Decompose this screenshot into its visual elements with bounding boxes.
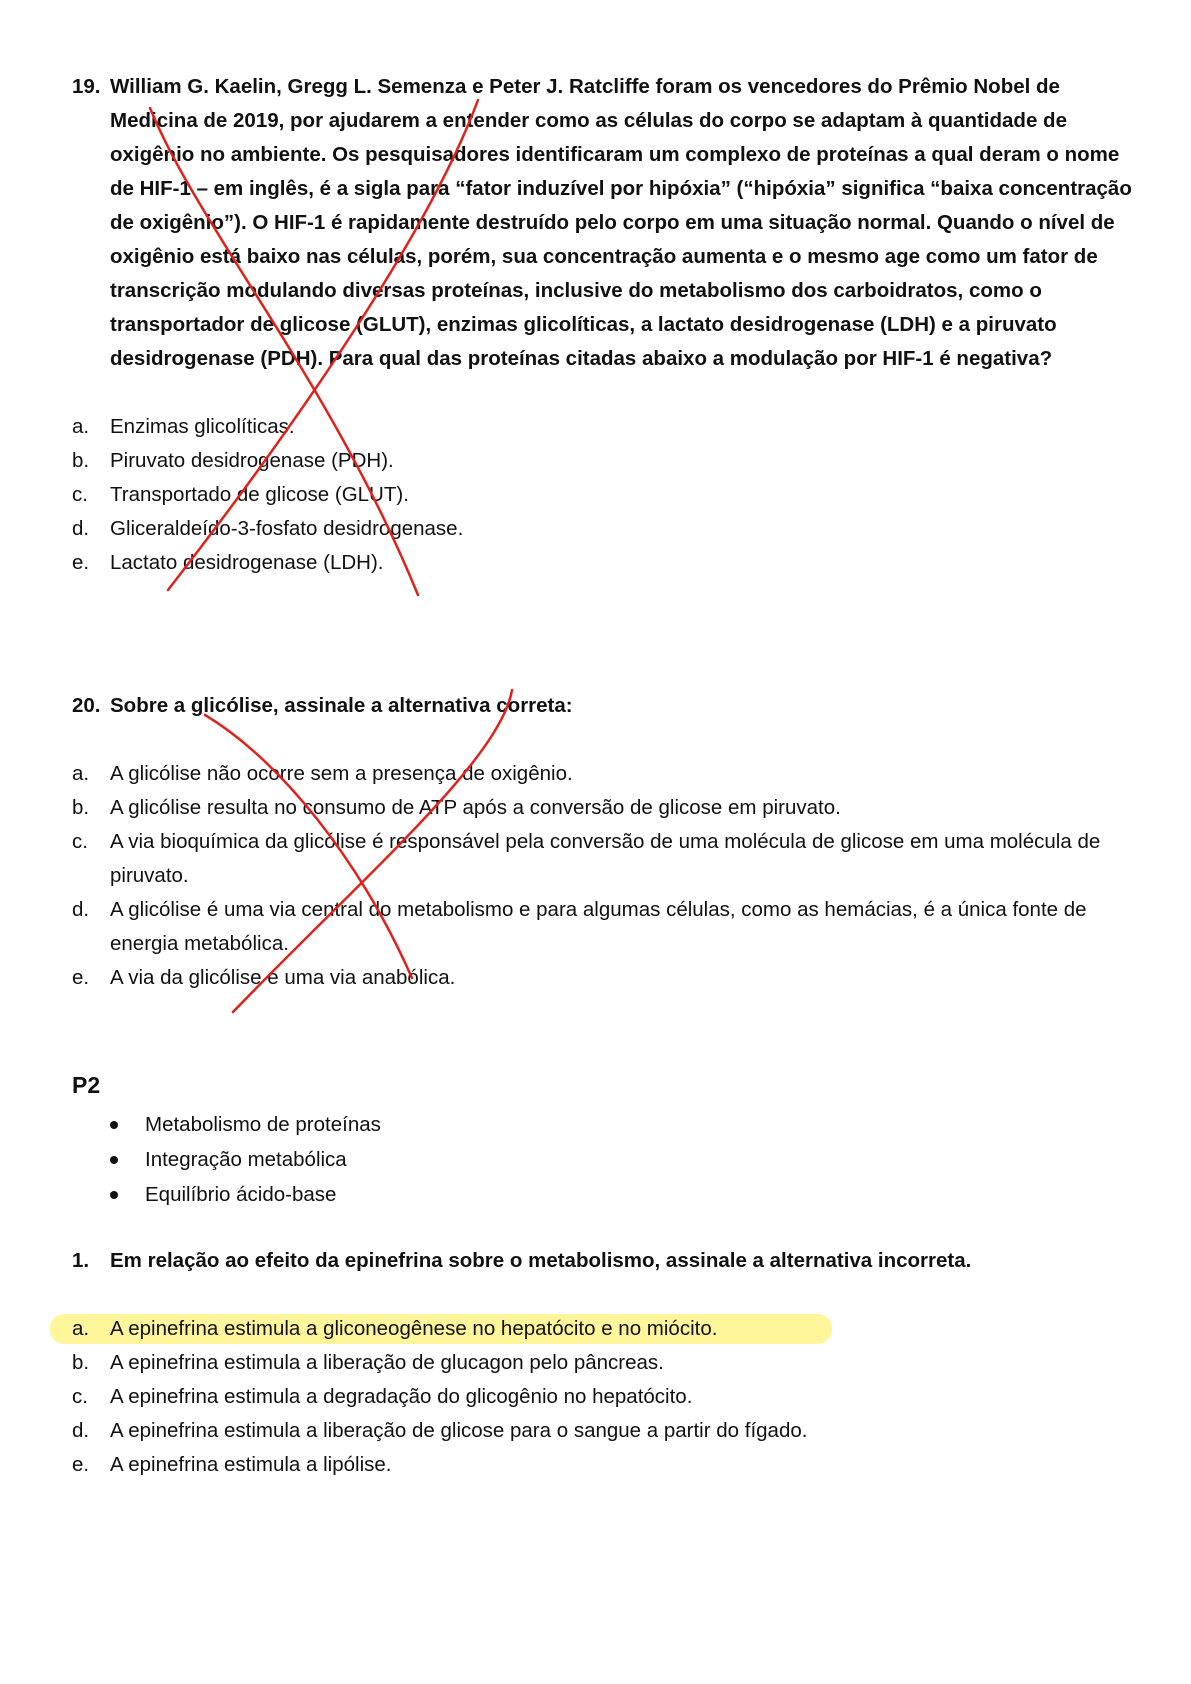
option-a [72, 757, 1132, 791]
option-letter: c. [72, 830, 88, 853]
option-text: A epinefrina estimula a degradação do glicogênio no hepatócito. [110, 1385, 693, 1408]
option-b [72, 791, 1132, 825]
option-letter: a. [72, 415, 90, 438]
option-letter: e. [72, 1453, 90, 1476]
option-e [72, 1448, 1132, 1482]
option-b [72, 1346, 1132, 1380]
option-letter: a. [72, 762, 90, 785]
option-text: A via bioquímica da glicólise é responsável pela conversão de uma molécula de glicose em uma molécula de piruvato. [110, 830, 1101, 887]
option-letter: d. [72, 517, 90, 540]
question-number: 1. [72, 1249, 90, 1272]
option-letter: c. [72, 483, 88, 506]
option-text: Piruvato desidrogenase (PDH). [110, 449, 394, 472]
option-letter: e. [72, 966, 90, 989]
option-letter: b. [72, 1351, 90, 1374]
topic-item: Integração metabólica [108, 1142, 381, 1177]
option-text: A glicólise é uma via central do metabolismo e para algumas células, como as hemácias, é a única fonte de energia metabólica. [110, 898, 1087, 955]
question-1-stem [72, 1244, 1132, 1278]
option-c [72, 478, 1132, 512]
question-text: Em relação ao efeito da epinefrina sobre o metabolismo, assinale a alternativa incorreta. [110, 1249, 972, 1272]
option-letter: b. [72, 449, 90, 472]
topics-list [108, 1107, 381, 1212]
option-b [72, 444, 1132, 478]
question-text: William G. Kaelin, Gregg L. Semenza e Peter J. Ratcliffe foram os vencedores do Prêmio Nobel de Medicina de 2019, por ajudarem a entender como as células do corpo se adaptam à quantidade de oxigênio no ambiente. Os pesquisadores identificaram um complexo de proteínas a qual deram o nome de HIF-1 – em inglês, é a sigla para “fator induzível por hipóxia” (“hipóxia” significa “baixa concentração de oxigênio”). O HIF-1 é rapidamente destruído pelo corpo em uma situação normal. Quando o nível de oxigênio está baixo nas células, porém, sua concentração aumenta e o mesmo age como um fator de transcrição modulando diversas proteínas, inclusive do metabolismo dos carboidratos, como o transportador de glicose (GLUT), enzimas glicolíticas, a lactato desidrogenase (LDH) e a piruvato desidrogenase (PDH). Para qual das proteínas citadas abaixo a modulação por HIF-1 é negativa? [110, 75, 1132, 370]
option-text: A epinefrina estimula a liberação de glicose para o sangue a partir do fígado. [110, 1419, 808, 1442]
question-text: Sobre a glicólise, assinale a alternativa correta: [110, 694, 573, 717]
question-19-stem [72, 70, 1132, 376]
option-text: A epinefrina estimula a gliconeogênese no hepatócito e no miócito. [110, 1317, 718, 1340]
option-c [72, 825, 1132, 893]
option-text: A via da glicólise é uma via anabólica. [110, 966, 456, 989]
option-text: Gliceraldeído-3-fosfato desidrogenase. [110, 517, 464, 540]
option-letter: d. [72, 1419, 90, 1442]
section-title-p2: P2 [72, 1072, 101, 1098]
option-text: A epinefrina estimula a lipólise. [110, 1453, 392, 1476]
question-1 [72, 1244, 1132, 1482]
option-text: A glicólise não ocorre sem a presença de oxigênio. [110, 762, 573, 785]
question-19 [72, 70, 1132, 580]
option-letter: a. [72, 1317, 90, 1340]
option-e [72, 546, 1132, 580]
question-number: 19. [72, 75, 101, 98]
question-19-options [72, 410, 1132, 580]
topic-item: Metabolismo de proteínas [108, 1107, 381, 1142]
question-20-options [72, 757, 1132, 995]
option-text: A glicólise resulta no consumo de ATP após a conversão de glicose em piruvato. [110, 796, 841, 819]
question-20-stem [72, 689, 1132, 723]
option-text: Lactato desidrogenase (LDH). [110, 551, 384, 574]
option-letter: b. [72, 796, 90, 819]
option-d [72, 1414, 1132, 1448]
option-d [72, 512, 1132, 546]
option-letter: c. [72, 1385, 88, 1408]
question-20 [72, 689, 1132, 995]
topic-item: Equilíbrio ácido-base [108, 1177, 381, 1212]
option-e [72, 961, 1132, 995]
option-text: Transportado de glicose (GLUT). [110, 483, 409, 506]
option-a [72, 410, 1132, 444]
option-text: Enzimas glicolíticas. [110, 415, 295, 438]
option-text: A epinefrina estimula a liberação de glucagon pelo pâncreas. [110, 1351, 664, 1374]
option-a-highlighted [72, 1312, 1132, 1346]
option-letter: d. [72, 898, 90, 921]
option-letter: e. [72, 551, 90, 574]
question-1-options [72, 1312, 1132, 1482]
option-d [72, 893, 1132, 961]
question-number: 20. [72, 694, 101, 717]
option-c [72, 1380, 1132, 1414]
